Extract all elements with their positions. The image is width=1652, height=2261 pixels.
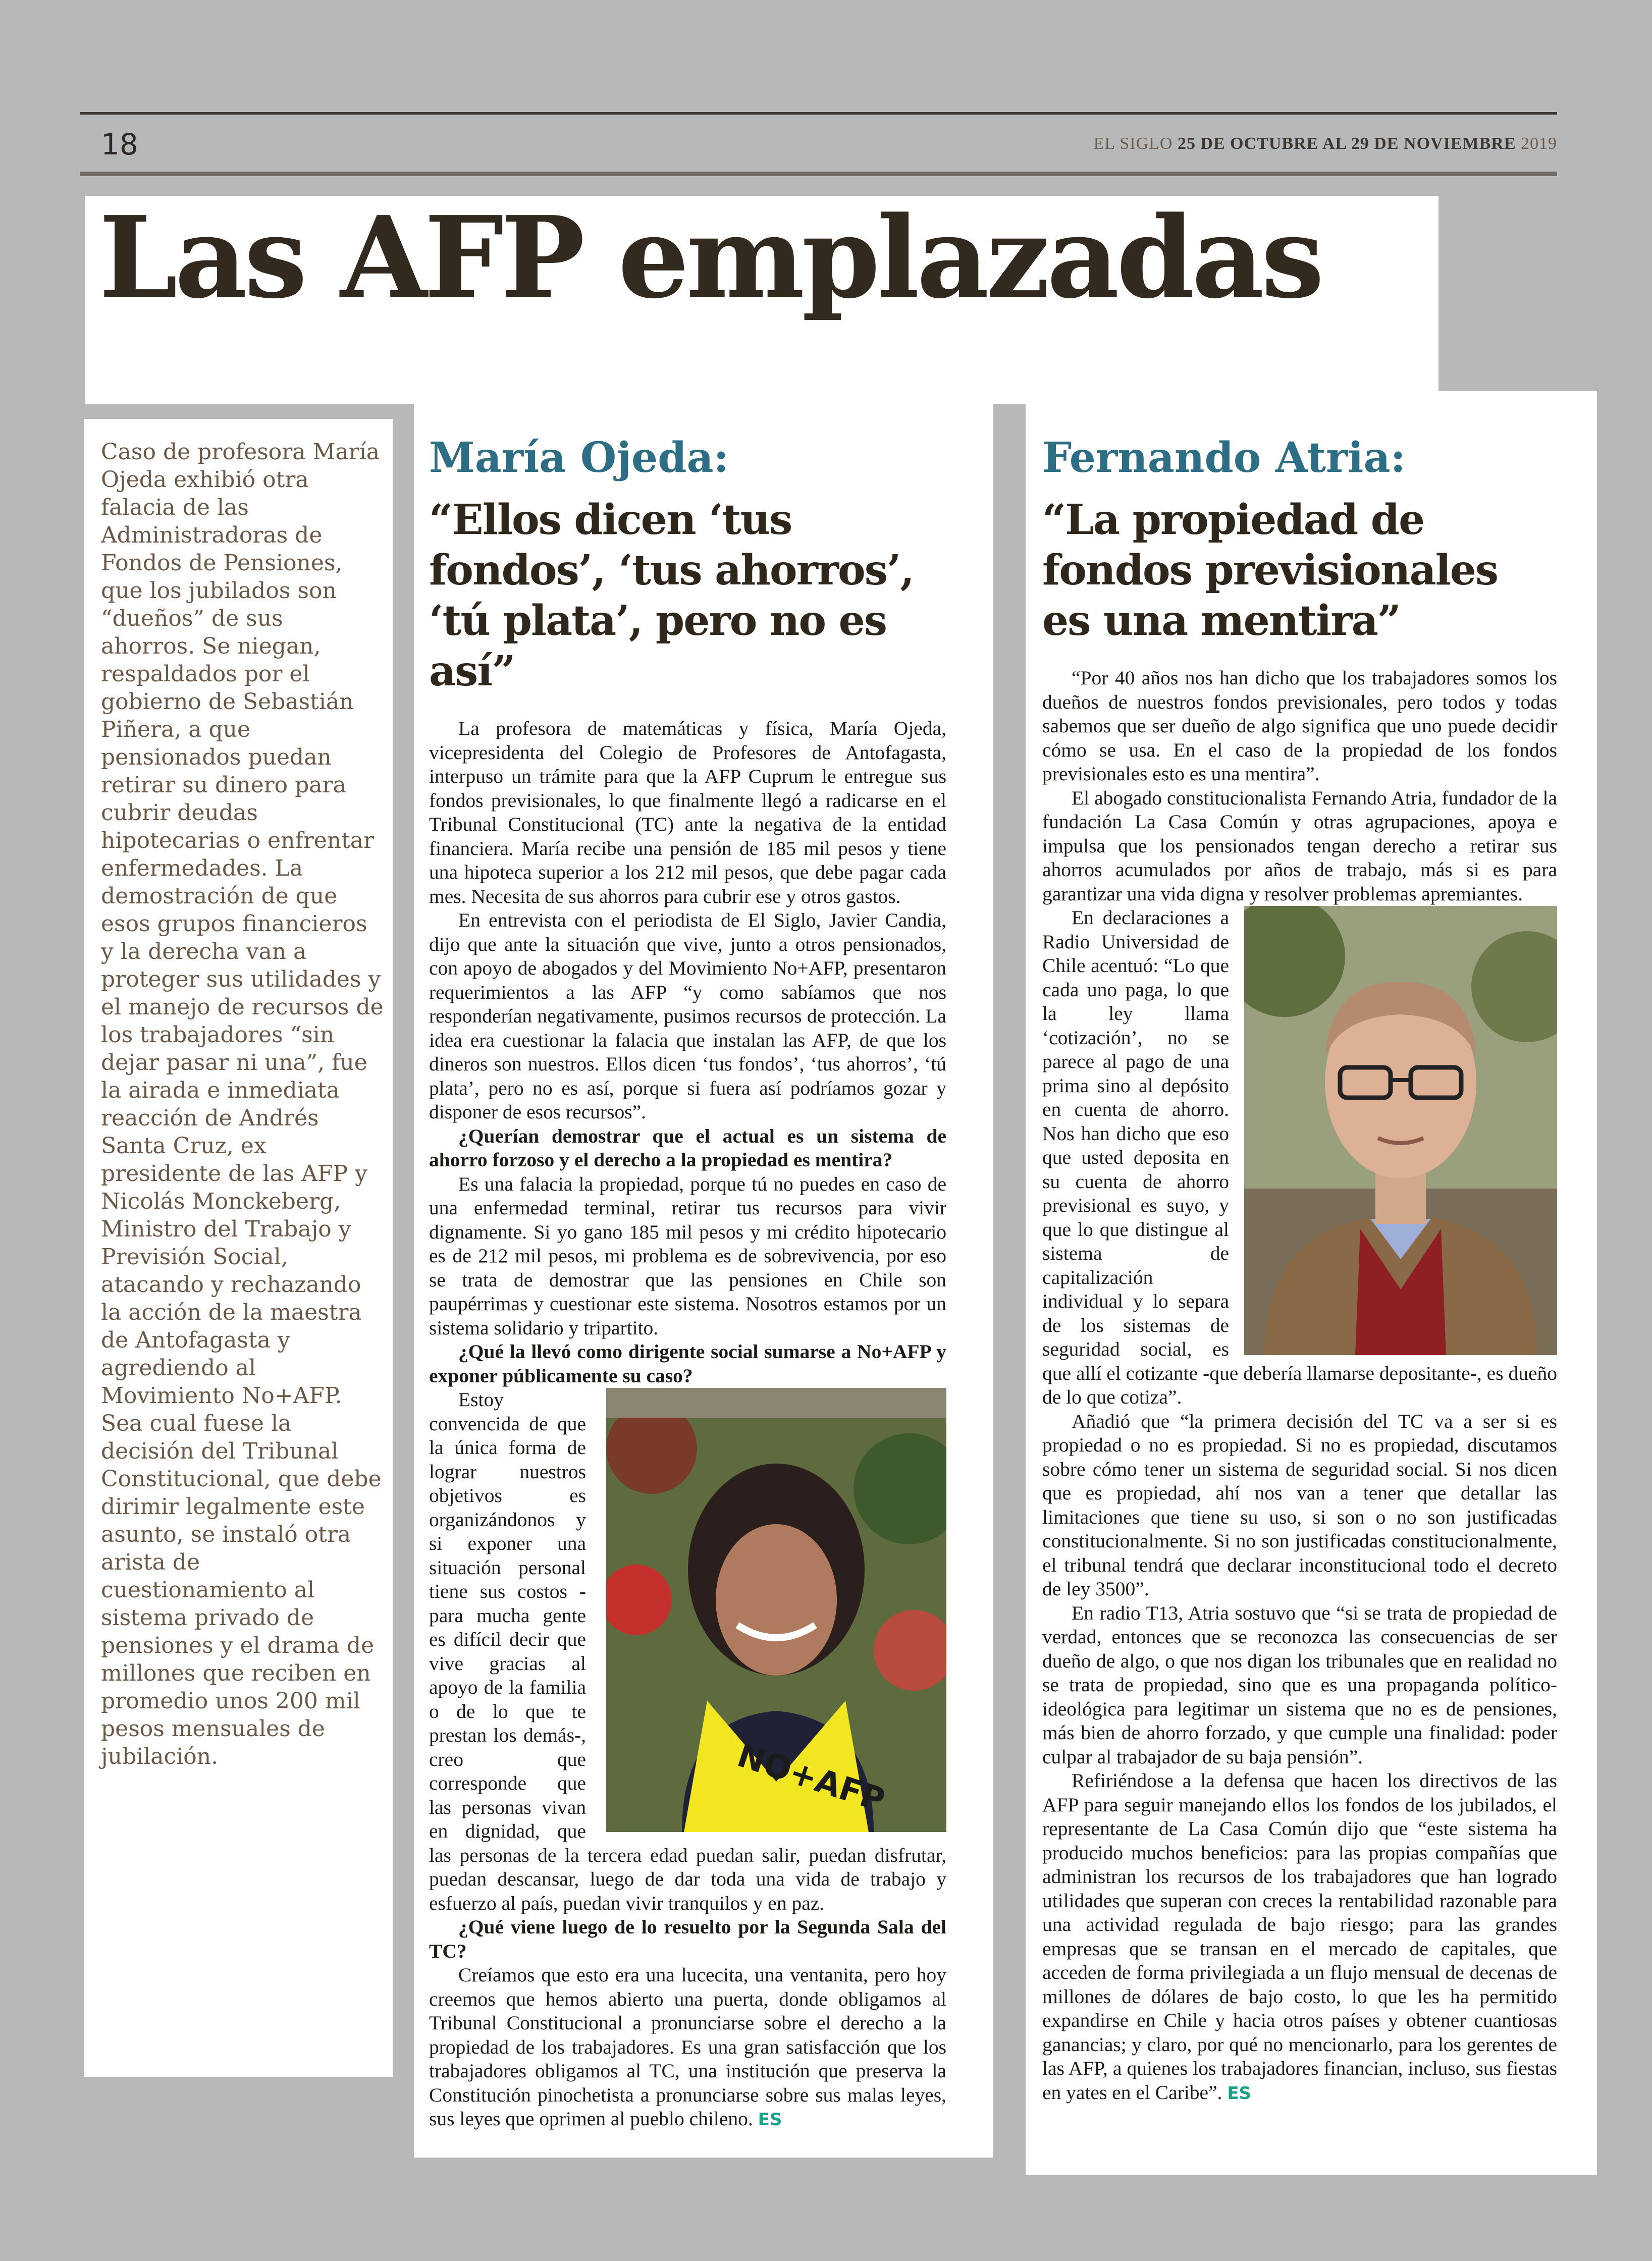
sidebar-text: Caso de profesora María Ojeda exhibió otra falacia de las Administradoras de Fondos de Pensiones, que los jubilados son “dueños” de sus ahorros. Se niegan, respaldados por el gobierno de Sebastián Piñera, a que pensionados puedan retirar su dinero para cubrir deudas hipotecarias o enfrentar enfermedades. La demostración de que esos grupos financieros y la derecha van a proteger sus utilidades y el manejo de recursos de los trabajadores “sin dejar pasar ni una”, fue la airada e inmediata reacción de Andrés Santa Cruz, ex presidente de las AFP y Nicolás Monckeberg, Ministro del Trabajo y Previsión Social, atacando y rechazando la acción de la maestra de Antofagasta y agrediendo al Movimiento No+AFP. Sea cual fuese la decisión del Tribunal Constitucional, que debe dirimir legalmente este asunto, se instaló otra arista de cuestionamiento al sistema privado de pensiones y el drama de millones que reciben en promedio unos 200 mil pesos mensuales de jubilación. (101, 439, 384, 1769)
ojeda-answer-text: Creíamos que esto era una lucecita, una ventanita, pero hoy creemos que hemos abierto una puerta, donde obligamos al Tribunal Constitucional a pronunciarse sobre el derecho a la propiedad de los trabajadores. Es una gran satisfacción que los trabajadores obligamos al TC, una institución que preserva la Constitución pinochetista a pronunciarse sobre sus malas leyes, sus leyes que oprimen al pueblo chileno. (429, 1964, 946, 2130)
ojeda-answer: Es una falacia la propiedad, porque tú no puedes en caso de una enfermedad terminal, retirar tus recursos para vivir dignamente. Si yo gano 185 mil pesos y mi crédito hipotecario es de 212 mil pesos, mi problema es de sobrevivencia, por eso se trata de demostrar que las pensiones en Chile son paupérrimas y cuestionar este sistema. Nosotros estamos por un sistema solidario y tripartito. (429, 1172, 946, 1339)
ojeda-photo-image (606, 1388, 946, 1832)
scarf-text: NO+AFP (732, 1737, 889, 1820)
masthead-year: 2019 (1521, 134, 1557, 153)
atria-paragraph: En declaraciones a Radio Universidad de Chile acentuó: “Lo que cada uno paga, lo que la ley llama ‘cotización’, no se parece al pago de una prima sino al depósito en cuenta de ahorro. Nos han dicho que eso que usted deposita en su cuenta de ahorro previsional es suyo, y que lo que distingue al sistema de capitalización individual y lo separa de los sistemas de seguridad social, es que allí el cotizante -que debería llamarse depositante-, es dueño de lo que cotiza”. (1042, 906, 1557, 1409)
ojeda-photo (606, 1388, 946, 1832)
ojeda-paragraph: La profesora de matemáticas y física, María Ojeda, vicepresidenta del Colegio de Profesores de Antofagasta, interpuso un trámite para que la AFP Cuprum le entregue sus fondos previsionales, lo que finalmente llegó a radicarse en el Tribunal Constitucional (TC) ante la negativa de la entidad financiera. María recibe una pensión de 185 mil pesos y tiene una hipoteca superior a los 212 mil pesos, que debe pagar cada mes. Necesita de sus ahorros para cubrir ese y otros gastos. (429, 717, 946, 907)
end-mark: ES (1227, 2083, 1252, 2104)
ojeda-article-body (429, 717, 946, 2132)
masthead-dates: 25 DE OCTUBRE AL 29 DE NOVIEMBRE (1177, 134, 1516, 153)
atria-photo-image (1244, 906, 1557, 1355)
ojeda-name: María Ojeda: (429, 434, 729, 482)
ojeda-question: ¿Qué la llevó como dirigente social sumarse a No+AFP y exponer públicamente su caso? (429, 1340, 946, 1387)
atria-paragraph-text: Refiriéndose a la defensa que hacen los directivos de las AFP para seguir manejando ellos los fondos de los jubilados, el representante de La Casa Común dijo que “este sistema ha producido muchos beneficios: para las propias compañías que administran los recursos de los trabajadores que han logrado utilidades que superan con creces la rentabilidad razonable para una actividad regulada de bajo riesgo; para las grandes empresas que se transan en el mercado de capitales, que acceden de forma privilegiada a un flujo mensual de decenas de millones de dólares de bajo costo, lo que les ha permitido expandirse en Chile y hacia otros países y obtener cuantiosas ganancias; y claro, por qué no mencionarlo, para los gerentes de las AFP, a quienes los trabajadores financian, incluso, sus fiestas en yates en el Caribe”. (1042, 1769, 1557, 2104)
ojeda-question: ¿Querían demostrar que el actual es un sistema de ahorro forzoso y el derecho a la propiedad es mentira? (429, 1124, 946, 1171)
atria-quote-headline: “La propiedad de fondos previsionales es una mentira” (1042, 496, 1498, 645)
atria-article-body (1042, 666, 1557, 2106)
atria-paragraph: El abogado constitucionalista Fernando Atria, fundador de la fundación La Casa Común y otras agrupaciones, apoya e impulsa que los pensionados tengan derecho a retirar sus ahorros acumulados por años de trabajo, más si es para garantizar una vida digna y resolver problemas apremiantes. (1042, 786, 1557, 905)
atria-photo (1244, 906, 1557, 1355)
masthead-brand: EL SIGLO (1093, 134, 1173, 153)
header-rule-bottom (80, 172, 1557, 176)
ojeda-question: ¿Qué viene luego de lo resuelto por la Segunda Sala del TC? (429, 1916, 946, 1962)
atria-name: Fernando Atria: (1042, 434, 1406, 482)
ojeda-answer (429, 1963, 946, 2132)
header-rule-top (80, 112, 1557, 115)
end-mark: ES (758, 2110, 782, 2130)
page-number: 18 (101, 127, 138, 162)
ojeda-column (429, 435, 946, 2132)
atria-column (1042, 435, 1557, 2106)
atria-paragraph (1042, 1769, 1557, 2106)
masthead (1094, 134, 1557, 153)
ojeda-paragraph: En entrevista con el periodista de El Siglo, Javier Candia, dijo que ante la situación que vive, junto a otros pensionados, con apoyo de abogados y del Movimiento No+AFP, presentaron requerimientos a las AFP “y como sabíamos que nos responderían negativamente, pusimos recursos de protección. La idea era cuestionar la falacia que instalan las AFP, de que los dineros son nuestros. Ellos dicen ‘tus fondos’, ‘tus ahorros’, ‘tú plata’, pero no es así, porque si fuera así podríamos gozar y disponer de esos recursos”. (429, 909, 946, 1123)
atria-paragraph: “Por 40 años nos han dicho que los trabajadores somos los dueños de nuestros fondos previsionales, pero todos y todas sabemos que ser dueño de algo significa que uno puede decidir cómo se usa. En el caso de la propiedad de los fondos previsionales esto es una mentira”. (1042, 667, 1557, 785)
ojeda-quote-headline: “Ellos dicen ‘tus fondos’, ‘tus ahorros’, ‘tú plata’, pero no es así” (429, 496, 914, 696)
ojeda-answer: Estoy convencida de que la única forma de lograr nuestros objetivos es organizándonos y si exponer una situación personal tiene sus costos -para mucha gente es difícil decir que vive gracias al apoyo de la familia o de lo que te prestan los demás-, creo que corresponde que las personas vivan en dignidad, que las personas de la tercera edad puedan salir, puedan disfrutar, puedan descansar, luego de dar toda una vida de trabajo y esfuerzo al país, puedan vivir tranquilos y en paz. (429, 1388, 946, 1914)
article-title: Las AFP emplazadas (99, 192, 1321, 324)
atria-paragraph: Añadió que “la primera decisión del TC va a ser si es propiedad o no es propiedad. Si no es propiedad, discutamos sobre cómo tener un sistema de seguridad social. Si nos dicen que es propiedad, ahí nos van a tener que detallar las limitaciones que tiene su uso, si son o no son justificadas constitucionalmente. Si no son justificadas constitucionalmente, el tribunal tendrá que declarar inconstitucional todo el decreto de ley 3500”. (1042, 1410, 1557, 1600)
atria-paragraph: En radio T13, Atria sostuvo que “si se trata de propiedad de verdad, entonces que se reconozca las consecuencias de ser dueño de algo, o que nos digan los tribunales que en realidad no se trata de propiedad, sino que es una propaganda político-ideológica para legitimar un sistema que no es de pensiones, más bien de ahorro forzado, y que cumple una finalidad: poder culpar al trabajador de su baja pensión”. (1042, 1601, 1557, 1768)
